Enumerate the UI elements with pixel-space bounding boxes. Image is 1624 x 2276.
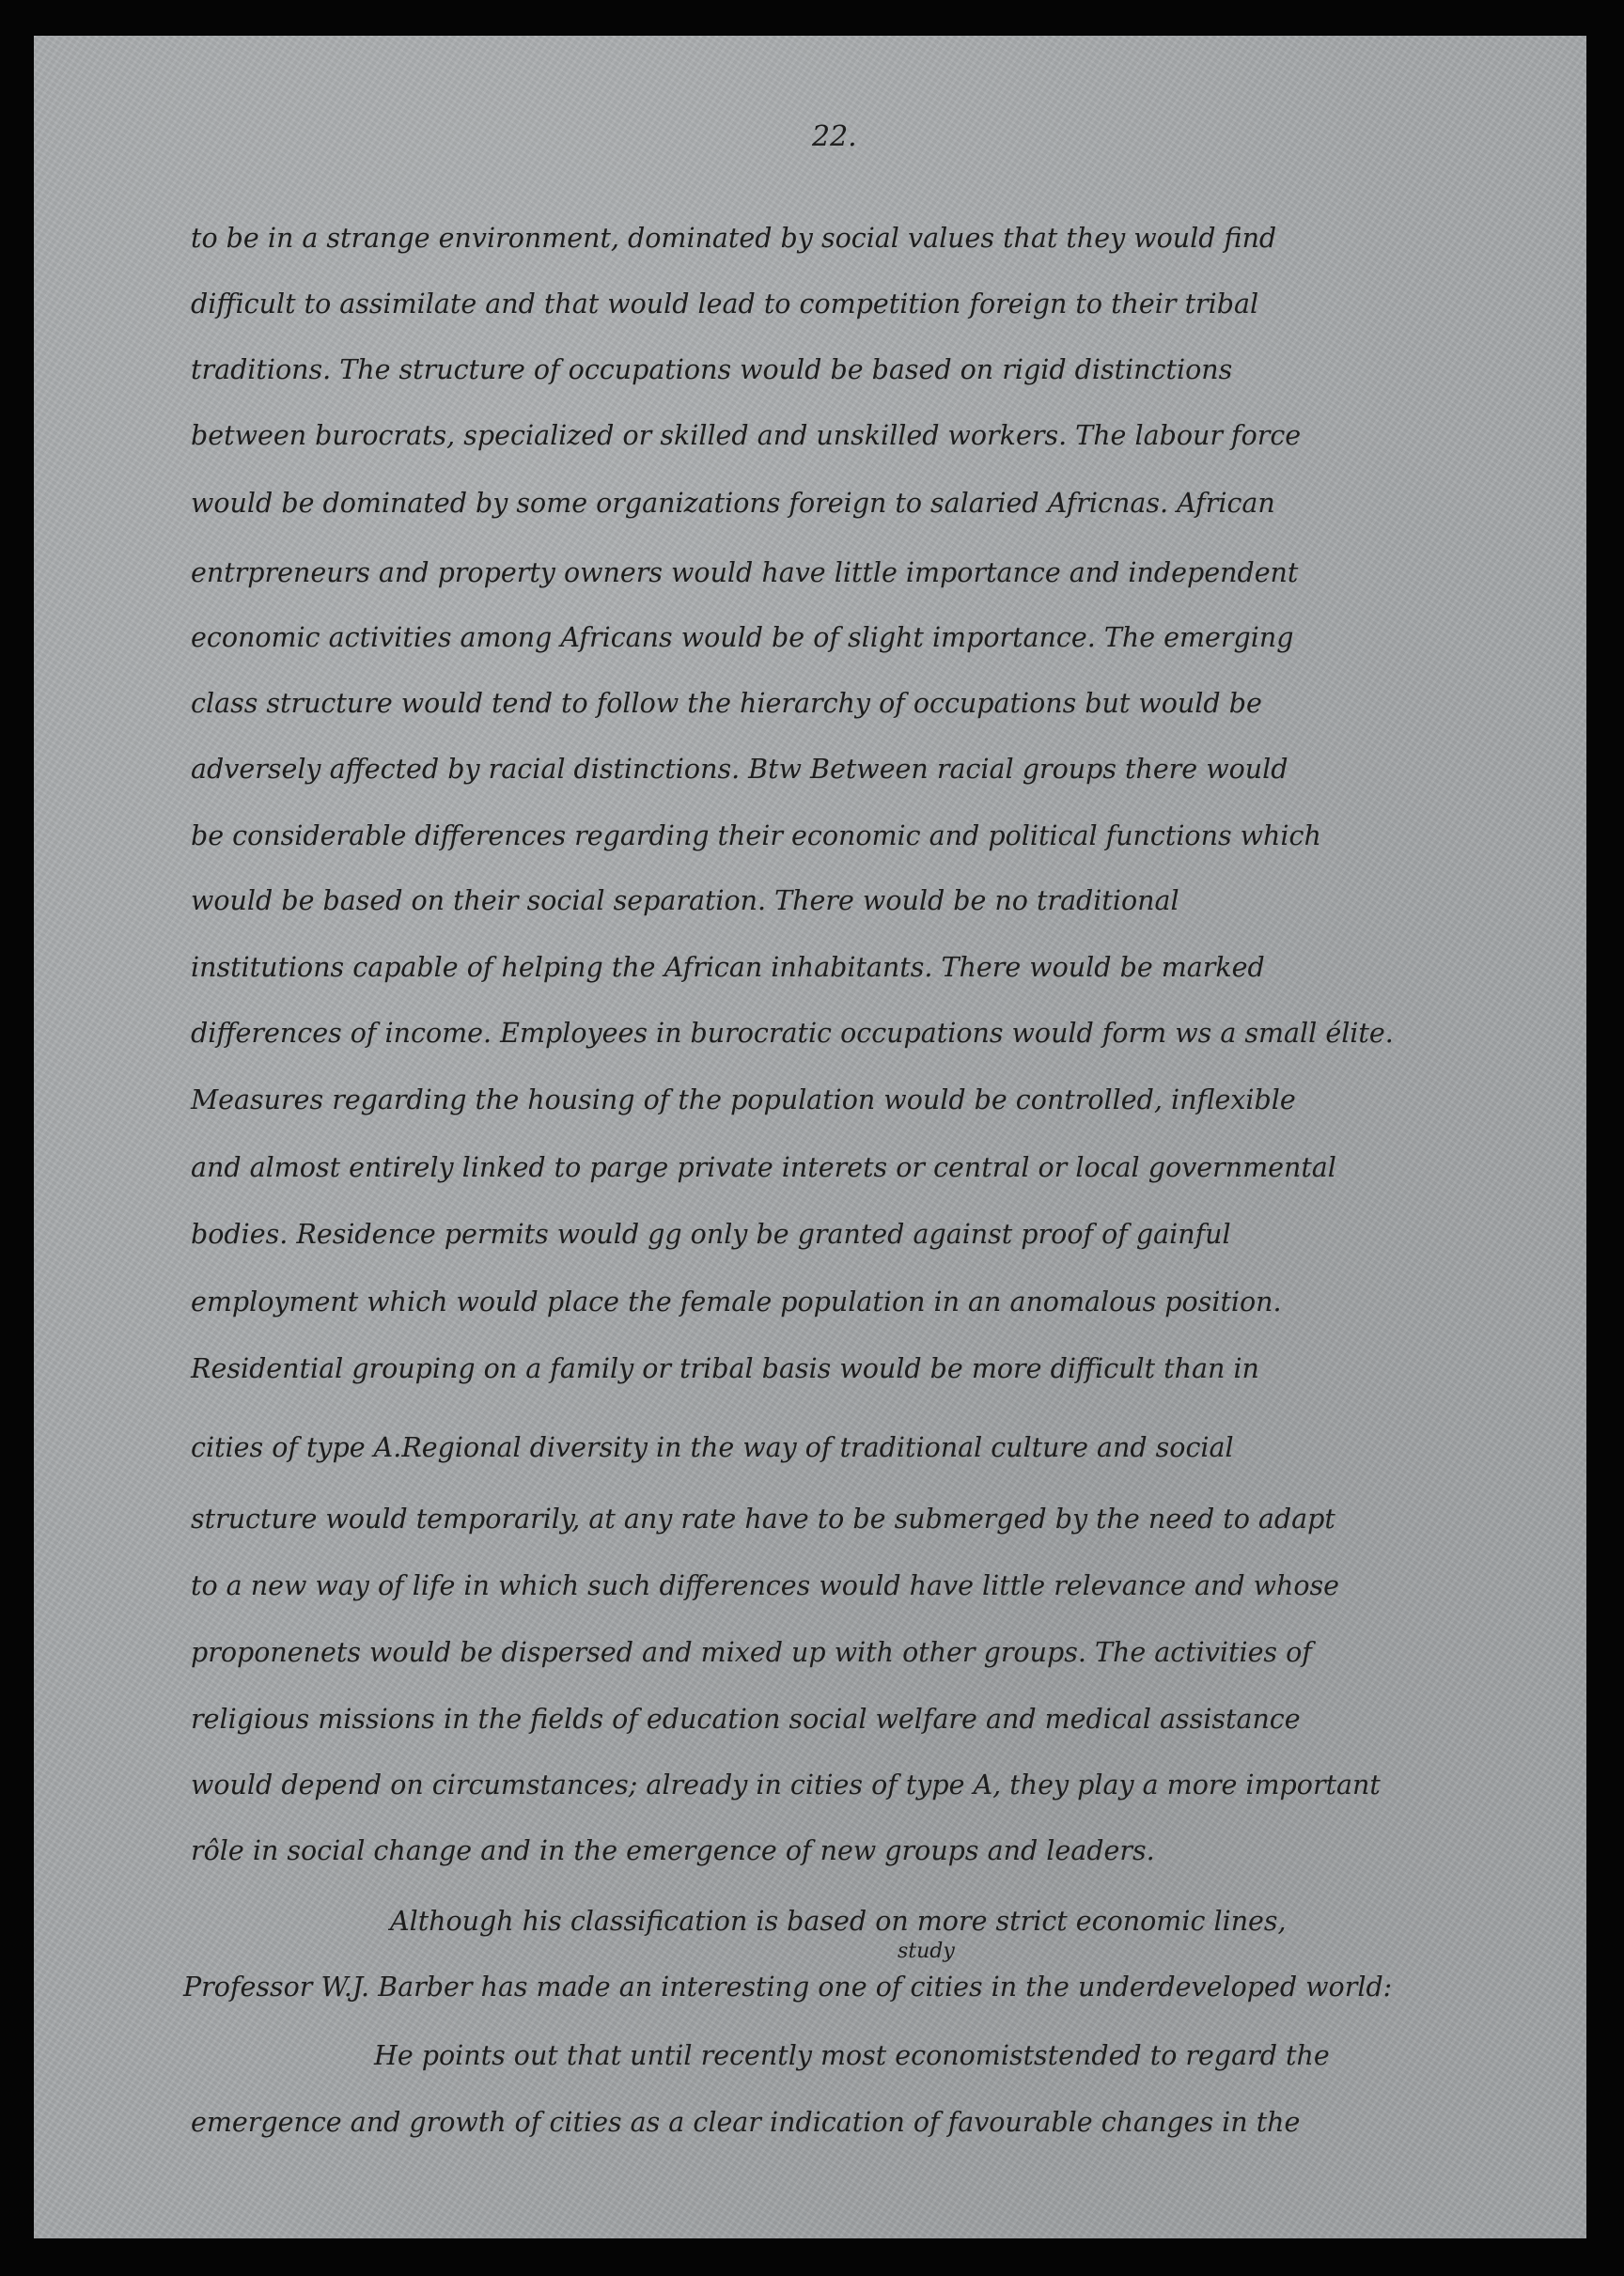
text-line-9: adversely affected by racial distinctions. Btw Between racial groups there would — [191, 754, 1288, 785]
text-line-29: emergence and growth of cities as a clear indication of favourable changes in the — [191, 2107, 1301, 2138]
text-line-24: would depend on circumstances; already in cities of type A, they play a more important — [191, 1769, 1381, 1801]
text-line-25: rôle in social change and in the emergence of new groups and leaders. — [191, 1835, 1155, 1866]
text-line-19: cities of type A.Regional diversity in the way of traditional culture and social — [191, 1432, 1234, 1463]
text-line-3: traditions. The structure of occupations would be based on rigid distinctions — [191, 354, 1233, 385]
text-line-27: Professor W.J. Barber has made an interesting one of cities in the underdeveloped world: — [183, 1972, 1393, 2003]
text-line-28: He points out that until recently most economiststended to regard the — [374, 2040, 1330, 2071]
text-line-11: would be based on their social separation. There would be no traditional — [191, 885, 1179, 916]
text-line-23: religious missions in the fields of education social welfare and medical assistance — [191, 1704, 1301, 1735]
text-line-26: Although his classification is based on more strict economic lines, — [390, 1906, 1287, 1937]
text-line-22: proponenets would be dispersed and mixed up with other groups. The activities of — [191, 1637, 1312, 1668]
text-line-13: differences of income. Employees in burocratic occupations would form ws a small élite. — [191, 1018, 1394, 1049]
text-line-14: Measures regarding the housing of the population would be controlled, inflexible — [191, 1084, 1296, 1115]
text-line-6: entrpreneurs and property owners would have little importance and independent — [191, 557, 1299, 588]
text-line-17: employment which would place the female population in an anomalous position. — [191, 1286, 1282, 1317]
text-line-21: to a new way of life in which such differences would have little relevance and whose — [191, 1570, 1340, 1601]
inserted-word-study: study — [898, 1940, 955, 1963]
text-line-20: structure would temporarily, at any rate have to be submerged by the need to adapt — [191, 1504, 1335, 1535]
text-line-15: and almost entirely linked to parge private interets or central or local governmental — [191, 1152, 1336, 1183]
text-line-2: difficult to assimilate and that would lead to competition foreign to their tribal — [191, 288, 1259, 320]
text-line-1: to be in a strange environment, dominated by social values that they would find — [191, 223, 1277, 254]
text-line-12: institutions capable of helping the African inhabitants. There would be marked — [191, 952, 1265, 983]
text-line-10: be considerable differences regarding their economic and political functions which — [191, 820, 1321, 851]
text-line-18: Residential grouping on a family or tribal basis would be more difficult than in — [191, 1353, 1259, 1384]
text-line-8: class structure would tend to follow the hierarchy of occupations but would be — [191, 688, 1262, 719]
text-line-7: economic activities among Africans would be of slight importance. The emerging — [191, 622, 1294, 653]
text-line-4: between burocrats, specialized or skilled and unskilled workers. The labour force — [191, 420, 1302, 451]
text-line-16: bodies. Residence permits would gg only be granted against proof of gainful — [191, 1219, 1231, 1250]
text-line-5: would be dominated by some organizations foreign to salaried Africnas. African — [191, 488, 1275, 519]
page-number: 22. — [812, 120, 857, 153]
